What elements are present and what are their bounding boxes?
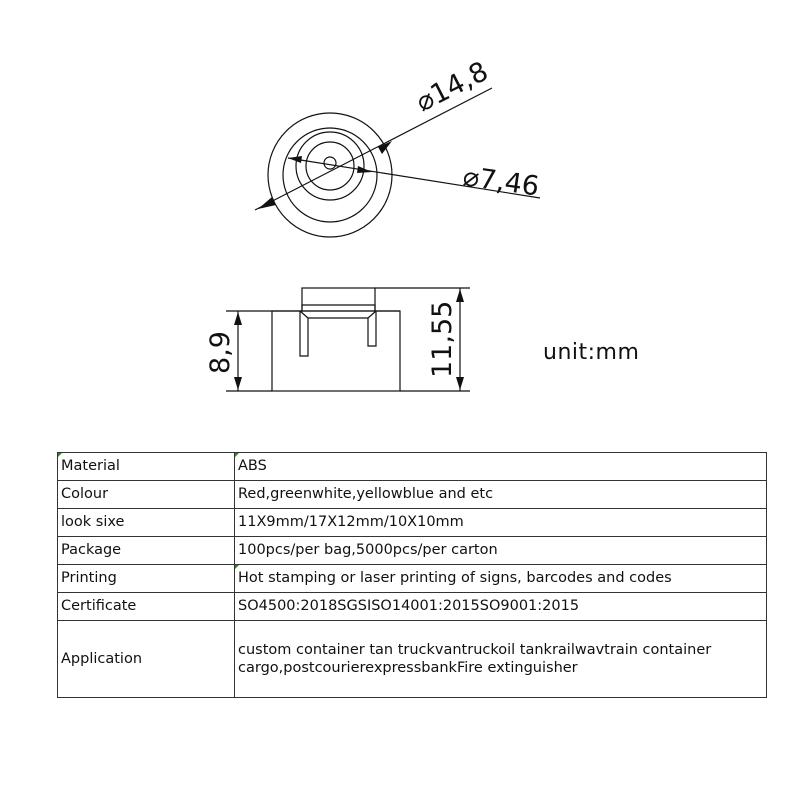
body — [272, 311, 400, 391]
slot-left — [300, 311, 308, 356]
inner-diameter-label: ⌀7,46 — [461, 161, 541, 203]
row-value: custom container tan truckvantruckoil tankrailwavtrain container cargo,postcourierexpressbankFire extinguisher — [235, 621, 767, 698]
right-dim-arrow-top — [456, 289, 464, 302]
outer-diameter-label: ⌀14,8 — [411, 55, 494, 119]
inner-ring-inner — [306, 142, 354, 190]
center-hole — [324, 157, 336, 169]
unit-label: unit:mm — [543, 340, 640, 365]
row-value: Red,greenwhite,yellowblue and etc — [235, 481, 767, 509]
corner-marker — [235, 453, 239, 457]
shoulder — [272, 305, 400, 311]
table-row — [58, 565, 767, 593]
right-height-label: 11,55 — [427, 300, 458, 378]
row-value: Hot stamping or laser printing of signs, barcodes and codes — [235, 565, 767, 593]
table-row — [58, 593, 767, 621]
row-label: Application — [58, 621, 235, 698]
row-label: Printing — [58, 565, 235, 593]
table-row — [58, 453, 767, 481]
row-label: Material — [58, 453, 235, 481]
corner-marker — [58, 453, 62, 457]
row-value: 100pcs/per bag,5000pcs/per carton — [235, 537, 767, 565]
table-row — [58, 481, 767, 509]
row-label: look sixe — [58, 509, 235, 537]
row-value: 11X9mm/17X12mm/10X10mm — [235, 509, 767, 537]
cap-top — [302, 288, 375, 311]
table-row — [58, 621, 767, 698]
table-row — [58, 509, 767, 537]
row-label: Colour — [58, 481, 235, 509]
spec-table — [57, 452, 767, 698]
left-dim-arrow-top — [234, 312, 242, 325]
inner-diameter-arrow-left — [288, 156, 302, 163]
corner-marker — [235, 565, 239, 569]
row-value: ABS — [235, 453, 767, 481]
left-height-label: 8,9 — [205, 331, 236, 374]
row-label: Package — [58, 537, 235, 565]
table-row — [58, 537, 767, 565]
row-value: SO4500:2018SGSISO14001:2015SO9001:2015 — [235, 593, 767, 621]
row-label: Certificate — [58, 593, 235, 621]
slot-right-taper — [368, 311, 376, 318]
slot-left-taper — [300, 311, 308, 318]
left-dim-arrow-bottom — [234, 377, 242, 390]
